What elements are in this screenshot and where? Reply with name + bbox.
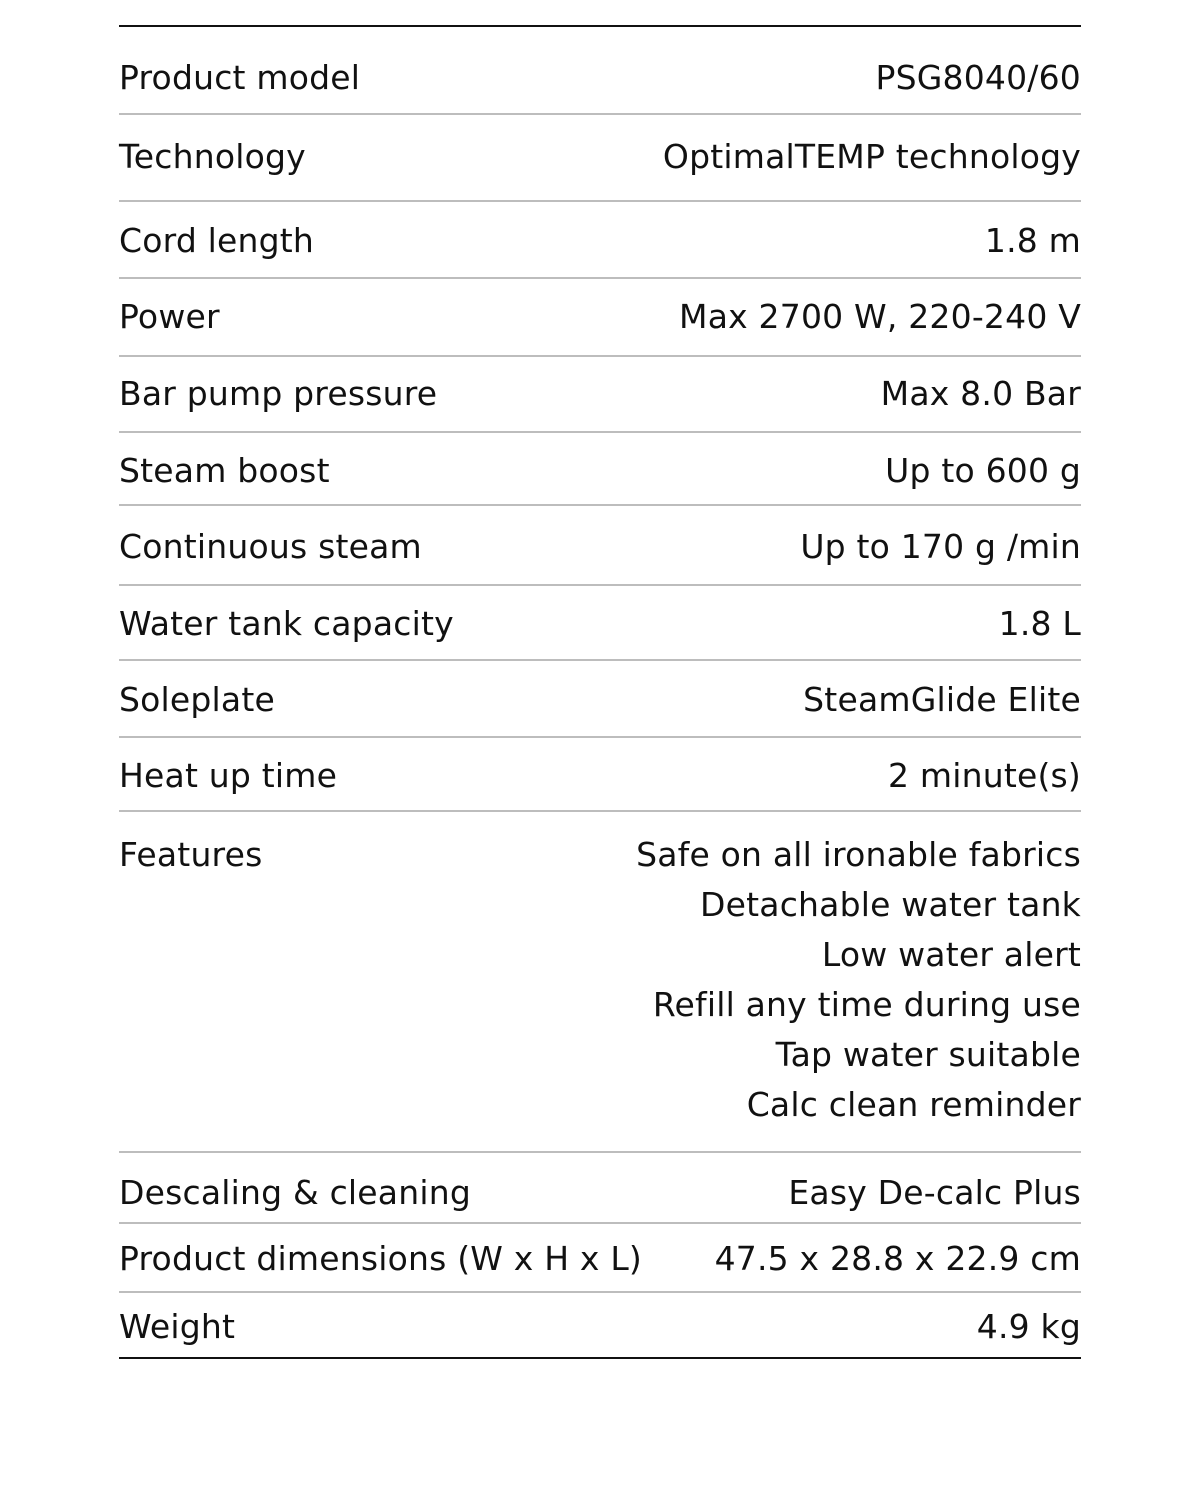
spec-label: Features xyxy=(119,835,263,874)
spec-row-dimensions xyxy=(119,1224,1081,1293)
spec-label: Water tank capacity xyxy=(119,604,454,643)
feature-item: Detachable water tank xyxy=(700,885,1081,924)
spec-value: 1.8 L xyxy=(998,604,1081,643)
spec-row-water-tank-capacity xyxy=(119,586,1081,661)
feature-item: Refill any time during use xyxy=(652,985,1081,1024)
spec-label: Product dimensions (W x H x L) xyxy=(119,1239,643,1278)
feature-item: Tap water suitable xyxy=(775,1035,1081,1074)
spec-value: Max 8.0 Bar xyxy=(880,374,1081,413)
spec-value: Up to 170 g /min xyxy=(800,527,1081,566)
spec-value: 47.5 x 28.8 x 22.9 cm xyxy=(714,1239,1081,1278)
spec-label: Product model xyxy=(119,58,361,97)
spec-label: Cord length xyxy=(119,221,315,260)
spec-row-product-model xyxy=(119,27,1081,115)
spec-row-steam-boost xyxy=(119,433,1081,506)
spec-row-heat-up-time xyxy=(119,738,1081,812)
spec-label: Heat up time xyxy=(119,756,338,795)
spec-row-weight xyxy=(119,1293,1081,1357)
spec-value: 2 minute(s) xyxy=(887,756,1081,795)
spec-value: Easy De-calc Plus xyxy=(788,1173,1081,1212)
spec-value: PSG8040/60 xyxy=(875,58,1081,97)
spec-label: Bar pump pressure xyxy=(119,374,438,413)
feature-item: Calc clean reminder xyxy=(746,1085,1081,1124)
spec-row-soleplate xyxy=(119,661,1081,738)
spec-value: SteamGlide Elite xyxy=(803,680,1081,719)
spec-value: Max 2700 W, 220-240 V xyxy=(679,297,1081,336)
spec-label: Steam boost xyxy=(119,451,330,490)
feature-item: Low water alert xyxy=(821,935,1081,974)
spec-label: Descaling & cleaning xyxy=(119,1173,471,1212)
spec-value: Up to 600 g xyxy=(885,451,1081,490)
spec-row-descaling xyxy=(119,1153,1081,1224)
spec-value: 1.8 m xyxy=(984,221,1081,260)
spec-label: Weight xyxy=(119,1307,236,1346)
spec-row-technology xyxy=(119,115,1081,202)
spec-label: Technology xyxy=(119,137,306,176)
spec-value: 4.9 kg xyxy=(976,1307,1081,1346)
features-list xyxy=(636,830,1081,1130)
spec-row-features xyxy=(119,812,1081,1153)
spec-row-bar-pump-pressure xyxy=(119,357,1081,433)
spec-table xyxy=(119,25,1081,1359)
feature-item: Safe on all ironable fabrics xyxy=(636,835,1081,874)
spec-label: Continuous steam xyxy=(119,527,422,566)
spec-label: Soleplate xyxy=(119,680,275,719)
spec-row-cord-length xyxy=(119,202,1081,279)
spec-row-continuous-steam xyxy=(119,506,1081,586)
spec-label: Power xyxy=(119,297,220,336)
spec-value: OptimalTEMP technology xyxy=(662,137,1081,176)
spec-row-power xyxy=(119,279,1081,357)
